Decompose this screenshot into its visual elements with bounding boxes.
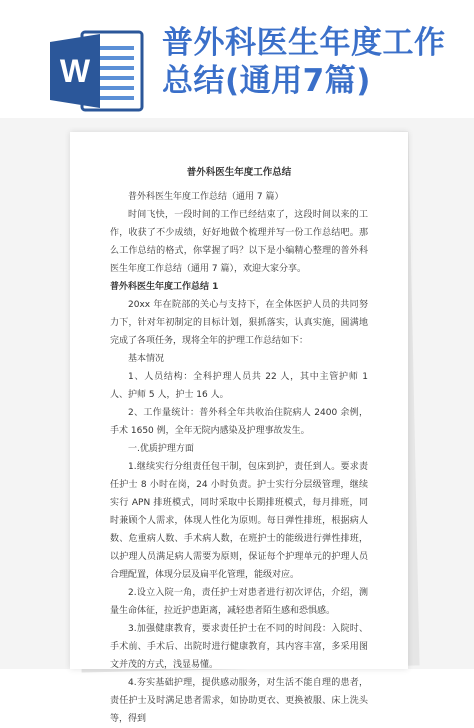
paragraph: 一.优质护理方面 [128, 444, 194, 454]
paragraph: 基本情况 [128, 354, 165, 364]
cover-title: 普外科医生年度工作总结(通用7篇) [162, 25, 446, 99]
paragraph: 时间飞快，一段时间的工作已经结束了，这段时间以来的工作，收获了不少成绩，好好地做个梳理并写一份工作总结吧。那么工作总结的格式，你掌握了吗？以下是小编精心整理的普外科医生年度工作总结（通用 7 篇），欢迎大家分享。 [110, 210, 368, 274]
word-logo-letter: W [59, 53, 91, 89]
paragraph: 20xx 年在院部的关心与支持下，在全体医护人员的共同努力下，针对年初制定的目标计划，狠抓落实，认真实施，圆满地完成了各项任务，现将全年的护理工作总结如下： [110, 300, 368, 346]
paragraph: 4.夯实基础护理，提供感动服务，对生活不能自理的患者，责任护士及时满足患者需求，如协助更衣、更换被服、床上洗头等，得到 [110, 678, 368, 724]
paragraph: 2、工作量统计：普外科全年共收治住院病人 2400 余例，手术 1650 例，全年无院内感染及护理事故发生。 [110, 408, 368, 436]
paragraph: 3.加强健康教育，要求责任护士在不同的时间段：入院时、手术前、手术后、出院时进行健康教育，其内容丰富，多采用图文并茂的方式，浅显易懂。 [110, 624, 368, 670]
word-document-icon [48, 30, 146, 112]
document-title: 普外科医生年度工作总结 [186, 167, 292, 178]
paragraph: 2.设立入院一角，责任护士对患者进行初次评估，介绍，测量生命体征，拉近护患距离，减轻患者陌生感和恐惧感。 [110, 588, 368, 616]
paragraph: 普外科医生年度工作总结（通用 7 篇） [128, 192, 284, 202]
paragraph: 1、人员结构：全科护理人员共 22 人，其中主管护师 1 人、护师 5 人，护士 16 人。 [110, 372, 368, 400]
paragraph: 1.继续实行分组责任包干制，包床到护，责任到人。要求责任护士 8 小时在岗，24 小时负责。护士实行分层级管理，继续实行 APN 排班模式，同时采取中长期排班模式，每月排班，同时兼顾个人需求，体现人性化为原则。每日弹性排班，根据病人数、危重病人数、手术病人数，在班护士的能级进行弹性排班，以护理人员满足病人需要为原则，保证每个护理单元的护理人员合理配置，体现分层及扁平化管理，能级对应。 [110, 462, 368, 580]
document-page [70, 132, 408, 724]
document-paragraphs [110, 188, 368, 728]
section-heading: 普外科医生年度工作总结 1 [110, 282, 219, 292]
document-body [110, 164, 368, 728]
